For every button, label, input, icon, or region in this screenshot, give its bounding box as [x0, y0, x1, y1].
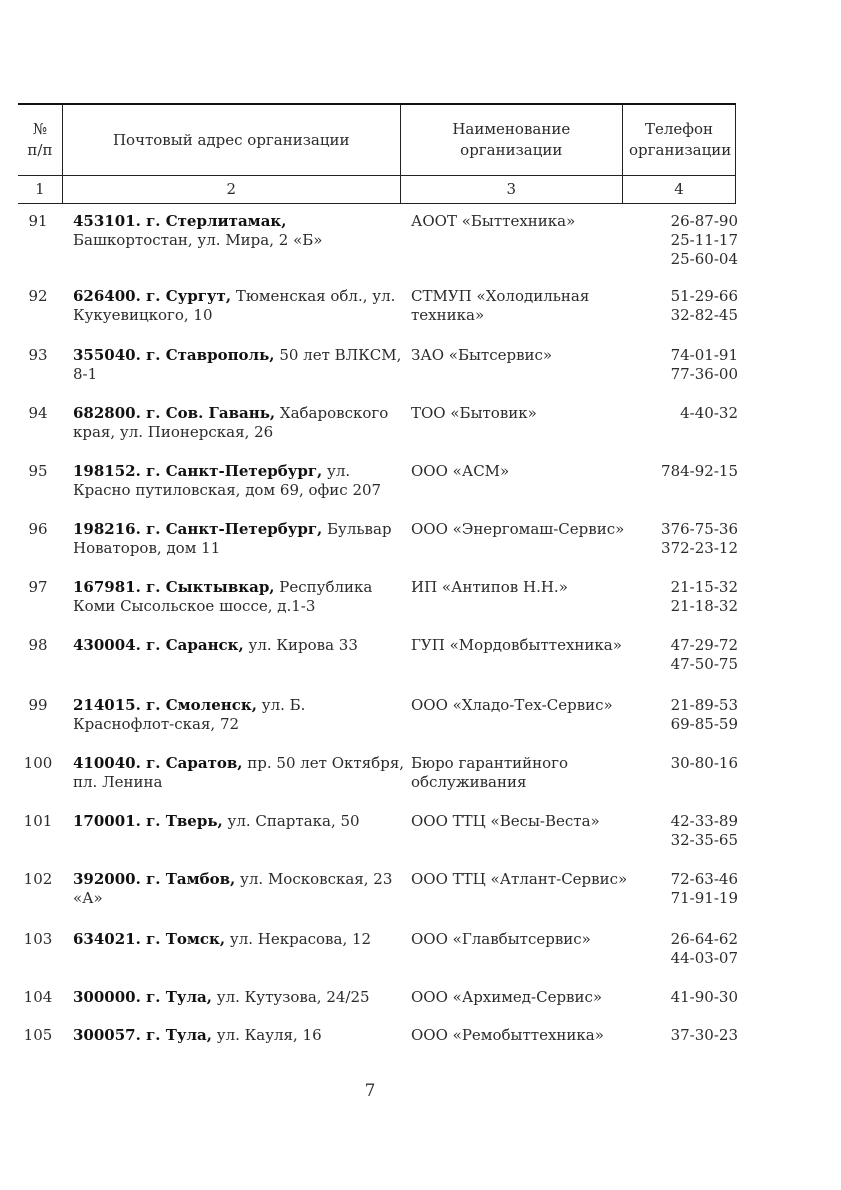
phone-number: 21-18-32: [670, 597, 738, 615]
row-street: ул. Московская, 23 «А»: [73, 870, 393, 907]
row-street: ул. Б. Краснофлот-ская, 72: [73, 696, 306, 733]
row-address: [73, 404, 408, 442]
row-number: 99: [28, 696, 48, 714]
phone-number: 21-89-53: [670, 696, 738, 714]
row-city: 392000. г. Тамбов,: [73, 870, 236, 888]
row-address: [73, 754, 408, 792]
row-street: 50 лет ВЛКСМ, 8-1: [73, 346, 402, 383]
phone-number: 372-23-12: [661, 539, 738, 557]
phone-number: 71-91-19: [670, 889, 738, 907]
row-street: Бульвар Новаторов, дом 11: [73, 520, 392, 557]
row-organization: ГУП «Мордовбыттехника»: [411, 636, 622, 654]
phone-number: 47-50-75: [670, 655, 738, 673]
row-number: 91: [28, 212, 48, 230]
phone-number: 32-82-45: [670, 306, 738, 324]
row-phones: [638, 930, 738, 968]
row-organization: ООО ТТЦ «Атлант-Сервис»: [411, 870, 628, 888]
row-city: 167981. г. Сыктывкар,: [73, 578, 275, 596]
row-number: 96: [28, 520, 48, 538]
phone-number: 42-33-89: [670, 812, 738, 830]
header-col-phone: [623, 104, 736, 176]
phone-number: 25-11-17: [670, 231, 738, 249]
row-organization: ТОО «Бытовик»: [411, 404, 537, 422]
row-address: [73, 636, 408, 655]
row-city: 355040. г. Ставрополь,: [73, 346, 275, 364]
phone-number: 21-15-32: [670, 578, 738, 596]
col-number-1: 1: [18, 176, 62, 204]
row-street: пр. 50 лет Октября, пл. Ленина: [73, 754, 405, 791]
row-city: 682800. г. Сов. Гавань,: [73, 404, 276, 422]
row-phones: [638, 870, 738, 908]
row-organization: ООО «Хладо-Тех-Сервис»: [411, 696, 613, 714]
row-address: [73, 696, 408, 734]
row-phones: [638, 287, 738, 325]
row-number: 98: [28, 636, 48, 654]
row-organization: СТМУП «Холодильная техника»: [411, 287, 590, 324]
phone-number: 26-64-62: [670, 930, 738, 948]
row-street: Тюменская обл., ул. Кукуевицкого, 10: [73, 287, 396, 324]
phone-number: 47-29-72: [670, 636, 738, 654]
row-number: 102: [23, 870, 53, 888]
row-number: 94: [28, 404, 48, 422]
col-number-4: 4: [623, 176, 736, 204]
row-city: 300000. г. Тула,: [73, 988, 212, 1006]
phone-number: 72-63-46: [670, 870, 738, 888]
row-city: 634021. г. Томск,: [73, 930, 226, 948]
row-organization: ООО «Архимед-Сервис»: [411, 988, 603, 1006]
row-phones: [638, 404, 738, 423]
row-number: 103: [23, 930, 53, 948]
row-phones: [638, 812, 738, 850]
row-organization: ООО «Ремобыттехника»: [411, 1026, 604, 1044]
row-address: [73, 812, 408, 831]
row-phones: [638, 212, 738, 269]
row-street: ул. Красно путиловская, дом 69, офис 207: [73, 462, 382, 499]
row-address: [73, 212, 408, 250]
col-number-2: 2: [62, 176, 400, 204]
phone-number: 784-92-15: [661, 462, 738, 480]
row-phones: [638, 462, 738, 481]
phone-number: 4-40-32: [680, 404, 738, 422]
row-number: 101: [23, 812, 53, 830]
row-city: 198216. г. Санкт-Петербург,: [73, 520, 323, 538]
row-number: 100: [23, 754, 53, 772]
header-row: [18, 104, 736, 176]
row-city: 198152. г. Санкт-Петербург,: [73, 462, 323, 480]
row-phones: [638, 636, 738, 674]
row-city: 626400. г. Сургут,: [73, 287, 232, 305]
row-organization: Бюро гарантийного обслуживания: [411, 754, 569, 791]
row-number: 92: [28, 287, 48, 305]
row-organization: ООО «АСМ»: [411, 462, 510, 480]
row-street: ул. Кауля, 16: [211, 1026, 322, 1044]
row-number: 95: [28, 462, 48, 480]
row-phones: [638, 346, 738, 384]
phone-number: 44-03-07: [670, 949, 738, 967]
phone-number: 69-85-59: [670, 715, 738, 733]
row-address: [73, 346, 408, 384]
row-address: [73, 930, 408, 949]
row-address: [73, 1026, 408, 1045]
row-phones: [638, 696, 738, 734]
row-city: 170001. г. Тверь,: [73, 812, 223, 830]
row-street: ул. Кирова 33: [243, 636, 358, 654]
row-city: 300057. г. Тула,: [73, 1026, 212, 1044]
row-organization: АООТ «Быттехника»: [411, 212, 576, 230]
phone-number: 26-87-90: [670, 212, 738, 230]
phone-number: 376-75-36: [661, 520, 738, 538]
row-phones: [638, 520, 738, 558]
row-city: 214015. г. Смоленск,: [73, 696, 257, 714]
row-number: 97: [28, 578, 48, 596]
header-col-name: [400, 104, 623, 176]
table-header: [18, 103, 736, 204]
row-street: Башкортостан, ул. Мира, 2 «Б»: [73, 231, 323, 249]
phone-number: 25-60-04: [670, 250, 738, 268]
row-address: [73, 462, 408, 500]
row-phones: [638, 988, 738, 1007]
row-number: 105: [23, 1026, 53, 1044]
row-organization: ИП «Антипов Н.Н.»: [411, 578, 568, 596]
header-col-name-label: Наименование организации: [452, 120, 571, 159]
header-col-number: [18, 104, 62, 176]
phone-number: 30-80-16: [670, 754, 738, 772]
row-organization: ООО «Главбытсервис»: [411, 930, 591, 948]
row-phones: [638, 1026, 738, 1045]
row-phones: [638, 754, 738, 773]
row-city: 453101. г. Стерлитамак,: [73, 212, 287, 230]
phone-number: 74-01-91: [670, 346, 738, 364]
row-street: ул. Спартака, 50: [222, 812, 360, 830]
row-street: Хабаровского края, ул. Пионерская, 26: [73, 404, 389, 441]
column-numbers-row: [18, 176, 736, 204]
row-street: ул. Кутузова, 24/25: [211, 988, 370, 1006]
phone-number: 77-36-00: [670, 365, 738, 383]
row-street: ул. Некрасова, 12: [225, 930, 372, 948]
row-address: [73, 988, 408, 1007]
row-address: [73, 287, 408, 325]
row-city: 430004. г. Саранск,: [73, 636, 244, 654]
row-organization: ООО «Энергомаш-Сервис»: [411, 520, 625, 538]
header-col-number-label: № п/п: [27, 120, 53, 159]
row-address: [73, 870, 408, 908]
phone-number: 37-30-23: [670, 1026, 738, 1044]
header-col-phone-label: Телефон организации: [629, 120, 732, 159]
row-organization: ЗАО «Бытсервис»: [411, 346, 553, 364]
col-number-3: 3: [400, 176, 623, 204]
header-col-address: Почтовый адрес организации: [62, 104, 400, 176]
row-street: Республика Коми Сысольское шоссе, д.1-3: [73, 578, 373, 615]
row-phones: [638, 578, 738, 616]
phone-number: 32-35-65: [670, 831, 738, 849]
row-address: [73, 578, 408, 616]
row-number: 93: [28, 346, 48, 364]
row-city: 410040. г. Саратов,: [73, 754, 243, 772]
row-organization: ООО ТТЦ «Весы-Веста»: [411, 812, 600, 830]
phone-number: 41-90-30: [670, 988, 738, 1006]
row-number: 104: [23, 988, 53, 1006]
phone-number: 51-29-66: [670, 287, 738, 305]
page-number: 7: [364, 1081, 376, 1101]
row-address: [73, 520, 408, 558]
